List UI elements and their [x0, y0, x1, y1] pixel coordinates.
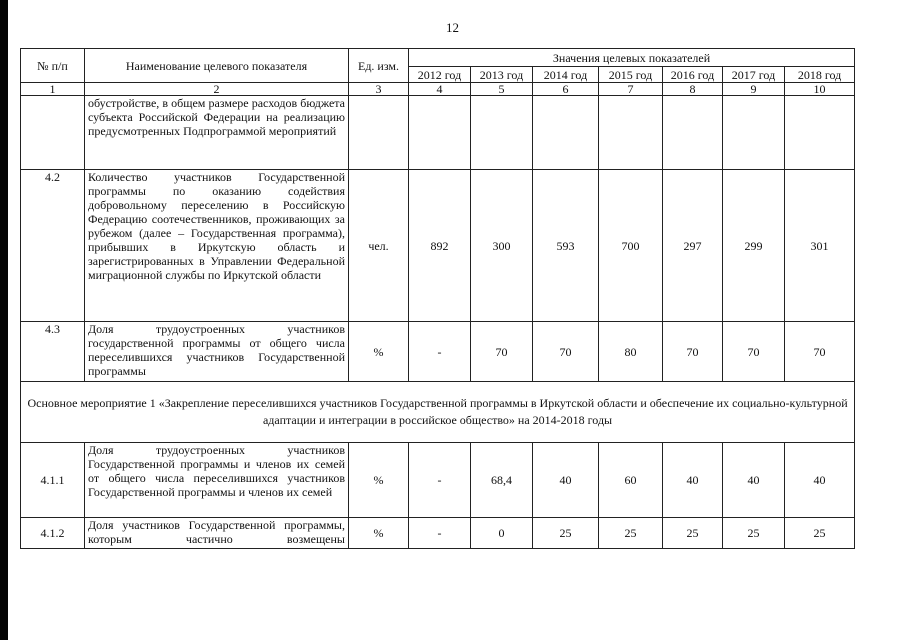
column-index: 7	[599, 83, 663, 96]
value-cell: 70	[785, 322, 855, 382]
header-year: 2017 год	[723, 67, 785, 83]
value-cell: 25	[723, 518, 785, 549]
value-cell: 0	[471, 518, 533, 549]
column-index: 2	[85, 83, 349, 96]
header-values-group: Значения целевых показателей	[409, 49, 855, 67]
value-cell: 70	[723, 322, 785, 382]
header-year: 2015 год	[599, 67, 663, 83]
value-cell: 299	[723, 170, 785, 322]
value-cell: 300	[471, 170, 533, 322]
value-cell: 68,4	[471, 443, 533, 518]
value-cell: 40	[785, 443, 855, 518]
column-index: 10	[785, 83, 855, 96]
row-number: 4.1.2	[21, 518, 85, 549]
unit-cell: %	[349, 518, 409, 549]
column-index: 5	[471, 83, 533, 96]
table-row	[21, 443, 855, 518]
value-cell: 25	[533, 518, 599, 549]
value-cell: -	[409, 443, 471, 518]
value-cell: 40	[723, 443, 785, 518]
unit-cell: %	[349, 322, 409, 382]
header-year: 2012 год	[409, 67, 471, 83]
value-cell	[723, 96, 785, 170]
value-cell: 301	[785, 170, 855, 322]
header-year: 2018 год	[785, 67, 855, 83]
value-cell: 40	[533, 443, 599, 518]
unit-cell: чел.	[349, 170, 409, 322]
value-cell: 70	[471, 322, 533, 382]
section-title: Основное мероприятие 1 «Закрепление переселившихся участников Государственной программы в Иркутской области и обеспечение их социально-культурной адаптации и интеграции в российское общество» на 2014-2018 годы	[21, 382, 855, 443]
column-index: 8	[663, 83, 723, 96]
row-number	[21, 96, 85, 170]
column-index: 1	[21, 83, 85, 96]
target-indicators-table	[20, 48, 855, 549]
table-row	[21, 96, 855, 170]
scan-edge-bar	[0, 0, 8, 640]
value-cell	[599, 96, 663, 170]
value-cell: 25	[599, 518, 663, 549]
value-cell: 25	[785, 518, 855, 549]
header-year: 2013 год	[471, 67, 533, 83]
indicator-name: Доля участников Государственной программы, которым частично возмещены	[85, 518, 349, 549]
value-cell: 80	[599, 322, 663, 382]
value-cell: 892	[409, 170, 471, 322]
indicator-name: Доля трудоустроенных участников государственной программы от общего числа переселившихся участников Государственной программы	[85, 322, 349, 382]
column-index-row	[21, 83, 855, 96]
table-row	[21, 322, 855, 382]
value-cell: 297	[663, 170, 723, 322]
value-cell	[471, 96, 533, 170]
column-index: 4	[409, 83, 471, 96]
row-number: 4.2	[21, 170, 85, 322]
value-cell: 40	[663, 443, 723, 518]
unit-cell	[349, 96, 409, 170]
value-cell: 700	[599, 170, 663, 322]
row-number: 4.3	[21, 322, 85, 382]
column-index: 9	[723, 83, 785, 96]
indicator-name: Доля трудоустроенных участников Государственной программы и членов их семей от общего числа переселившихся участников Государственной программы и членов их семей	[85, 443, 349, 518]
value-cell	[533, 96, 599, 170]
unit-cell: %	[349, 443, 409, 518]
header-year: 2016 год	[663, 67, 723, 83]
value-cell: 25	[663, 518, 723, 549]
value-cell	[785, 96, 855, 170]
page-number: 12	[446, 20, 459, 35]
value-cell: -	[409, 322, 471, 382]
column-index: 3	[349, 83, 409, 96]
header-num: № п/п	[21, 49, 85, 83]
value-cell	[663, 96, 723, 170]
table-row	[21, 518, 855, 549]
section-row	[21, 382, 855, 443]
value-cell: 70	[533, 322, 599, 382]
header-name: Наименование целевого показателя	[85, 49, 349, 83]
header-year: 2014 год	[533, 67, 599, 83]
table-row	[21, 170, 855, 322]
indicator-name: обустройстве, в общем размере расходов бюджета субъекта Российской Федерации на реализацию предусмотренных Подпрограммой мероприятий	[85, 96, 349, 170]
value-cell: 60	[599, 443, 663, 518]
value-cell	[409, 96, 471, 170]
column-index: 6	[533, 83, 599, 96]
header-row-1	[21, 49, 855, 67]
indicator-name: Количество участников Государственной программы по оказанию содействия добровольному переселению в Российскую Федерацию соотечественников, проживающих за рубежом (далее – Государственная программа), прибывших в Иркутскую область и зарегистрированных в Управлении Федеральной миграционной службы по Иркутской области	[85, 170, 349, 322]
value-cell: 70	[663, 322, 723, 382]
value-cell: -	[409, 518, 471, 549]
header-unit: Ед. изм.	[349, 49, 409, 83]
row-number: 4.1.1	[21, 443, 85, 518]
value-cell: 593	[533, 170, 599, 322]
